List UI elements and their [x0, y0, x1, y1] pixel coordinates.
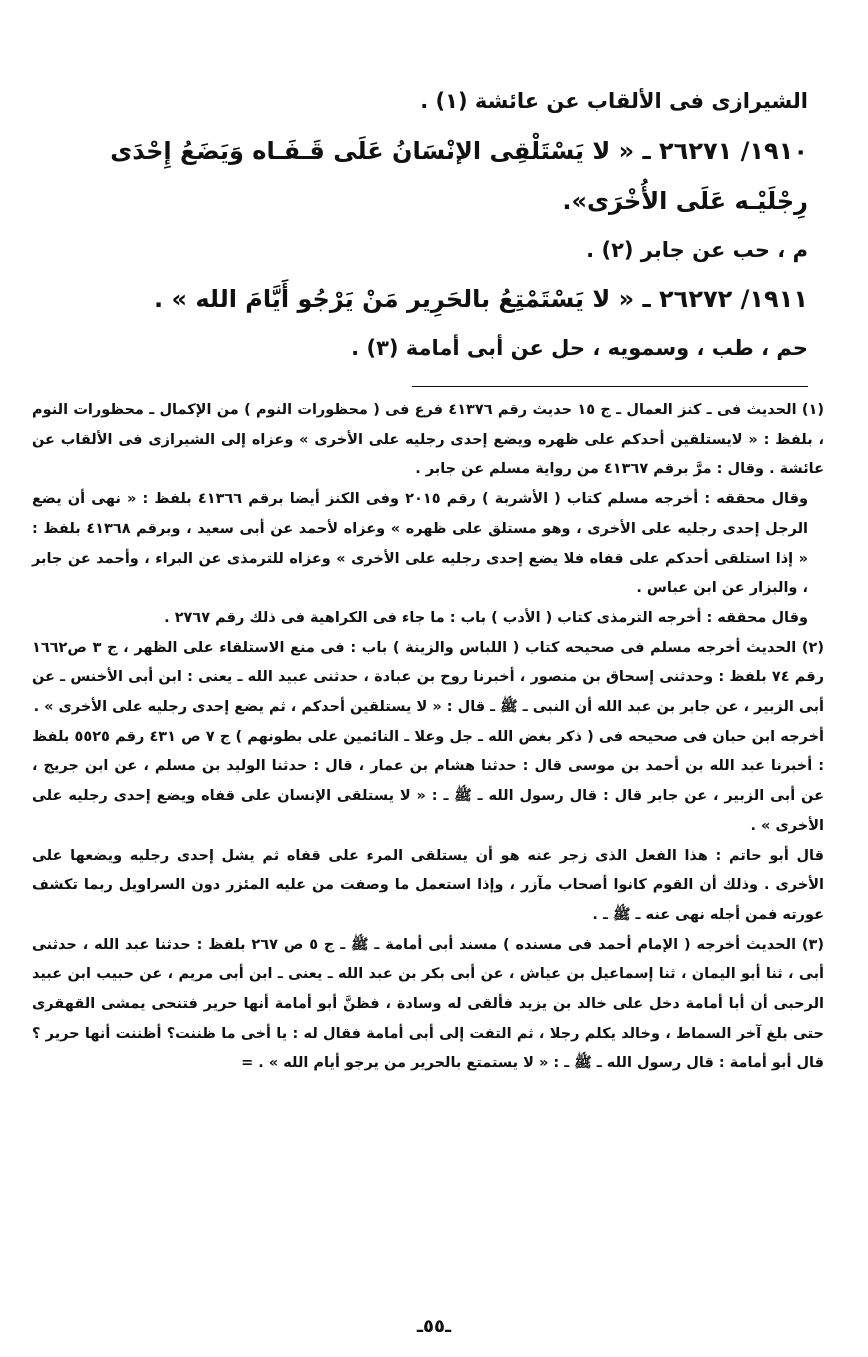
footnote-1: (١) الحديث فى ـ كنز العمال ـ ج ١٥ حديث رقم ٤١٣٧٦ فرع فى ( محظورات النوم ) من الإكمال ـ محظورات النوم ، بلفظ : « لايستلقين أحدكم على ظهره ويضع إحدى رجليه على الأخرى » وعزاه إلى الشيرازى فى الألقاب عن عائشة . وقال : مرَّ برقم ٤١٣٦٧ من رواية مسلم عن جابر . [32, 402, 824, 478]
footnote-separator [412, 386, 808, 387]
main-text [40, 76, 808, 372]
hadith-1911-source: حم ، طب ، وسمويه ، حل عن أبى أمامة (٣) . [351, 336, 808, 360]
footnote-2: (٢) الحديث أخرجه مسلم فى صحيحه كتاب ( اللباس والزينة ) باب : فى منع الاستلقاء على الظهر ، ج ٣ ص١٦٦٢ رقم ٧٤ بلفظ : وحدثنى إسحاق بن منصور ، أخبرنا روح بن عبادة ، حدثنى عبيد الله ـ يعنى : ابن أبى الأخنس ـ عن أبى الزبير ، عن جابر بن عبد الله أن النبى ـ ﷺ ـ قال : « لا يستلقين أحدكم ، ثم يضع إحدى رجليه على الأخرى » . [32, 639, 824, 716]
footnote-3: (٣) الحديث أخرجه ( الإمام أحمد فى مسنده ) مسند أبى أمامة ـ ﷺ ـ ج ٥ ص ٢٦٧ بلفظ : حدثنا عبد الله ، حدثنى أبى ، ثنا أبو اليمان ، ثنا إسماعيل بن عياش ، عن أبى بكر بن عبد الله ـ يعنى ـ ابن أبى مريم ، عن حبيب ابن عبيد الرحبى أن أبا أمامة دخل على خالد بن يزيد فألقى له وسادة ، فظنَّ أبو أمامة أنها حرير فتنحى يمشى القهقرى حتى بلغ آخر السماط ، وخالد يكلم رجلا ، ثم التفت إلى أبى أمامة فقال له : يا أخى ما ظننت؟ أظننت أنها حرير ؟ قال أبو أمامة : قال رسول الله ـ ﷺ ـ : « لا يستمتع بالحرير من يرجو أيام الله » . = [32, 936, 825, 1072]
footnote-1-note-b: وقال محققه : أخرجه الترمذى كتاب ( الأدب ) باب : ما جاء فى الكراهية فى ذلك رقم ٢٧٦٧ . [164, 609, 808, 626]
hadith-1910-source: م ، حب عن جابر (٢) . [586, 238, 808, 262]
footnotes [32, 396, 824, 1079]
footnote-1-note-a: وقال محققه : أخرجه مسلم كتاب ( الأشربة ) رقم ٢٠١٥ وفى الكنز أيضا برقم ٤١٣٦٦ بلفظ : « نهى أن يضع الرجل إحدى رجليه على الأخرى ، وهو مستلق على ظهره » وعزاه لأحمد عن أبى سعيد ، وبرقم ٤١٣٦٨ بلفظ : « إذا استلقى أحدكم على قفاه فلا يضع إحدى رجليه على الأخرى » وعزاه للترمذى عن البراء ، وأحمد عن جابر ، والبزار عن ابن عباس . [32, 491, 808, 597]
footnote-2-abu-hatim: قال أبو حاتم : هذا الفعل الذى زجر عنه هو أن يستلقى المرء على قفاه ثم يشل إحدى رجليه ويضعها على الأخرى . وذلك أن القوم كانوا أصحاب مآزر ، وإذا استعمل ما وصفت من عليه المئزر دون السراويل ربما تكشف عورته فمن أجله نهى عنه ـ ﷺ ـ . [32, 847, 824, 923]
footnote-2-ibn-hibban: أخرجه ابن حبان فى صحيحه فى ( ذكر بغض الله ـ جل وعلا ـ النائمين على بطونهم ) ج ٧ ص ٤٣١ رقم ٥٥٢٥ بلفظ : أخبرنا عبد الله بن أحمد بن موسى قال : حدثنا هشام بن عمار ، قال : حدثنا الوليد بن مسلم ، عن ابن جريج ، عن أبى الزبير ، عن جابر قال : قال رسول الله ـ ﷺ ـ : « لا يستلقى الإنسان على قفاه ويضع إحدى رجليه على الأخرى » . [32, 728, 824, 834]
hadith-1911: ١٩١١/ ٢٦٢٧٢ ـ « لا يَسْتَمْتِعُ بالحَرِير مَنْ يَرْجُو أَيَّامَ الله » . [154, 285, 808, 313]
source-line-continued: الشيرازى فى الألقاب عن عائشة (١) . [420, 89, 808, 113]
page-number: ـ٥٥ـ [416, 1316, 452, 1337]
hadith-1910: ١٩١٠/ ٢٦٢٧١ ـ « لا يَسْتَلْقِى الإنْسَانُ عَلَى قَـفَـاه وَيَضَعُ إِحْدَى رِجْلَيْـه عَلَى الأُخْرَى». [110, 137, 808, 215]
